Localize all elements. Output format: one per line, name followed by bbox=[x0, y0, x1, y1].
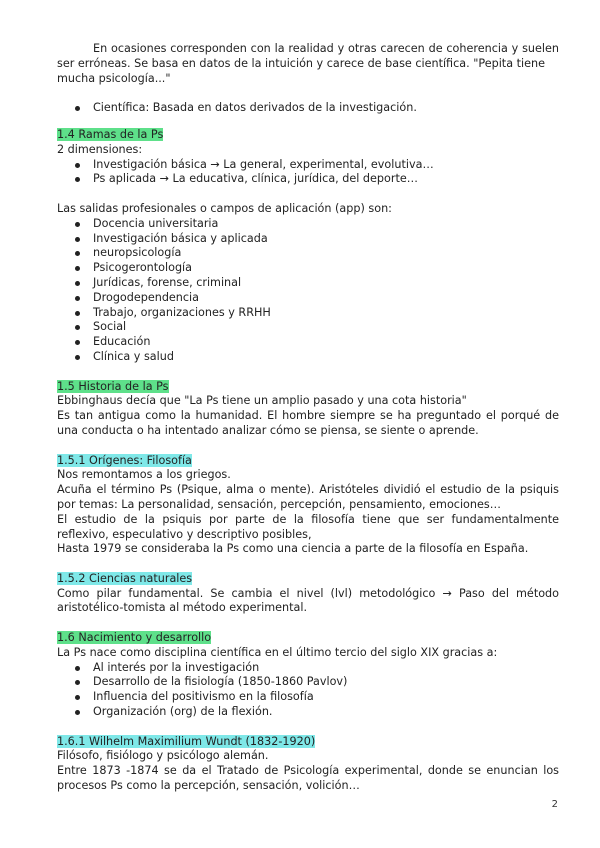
bullet-icon bbox=[75, 251, 80, 256]
bullet-icon bbox=[75, 355, 80, 360]
bullet-icon bbox=[75, 340, 80, 345]
list-item: Desarrollo de la fisiología (1850-1860 Pavlov) bbox=[57, 675, 559, 690]
list-item: Organización (org) de la flexión. bbox=[57, 705, 559, 720]
dimensions-intro: 2 dimensiones: bbox=[57, 142, 143, 156]
bullet-icon bbox=[75, 266, 80, 271]
ciencias-text: Como pilar fundamental. Se cambia el nivel (lvl) metodológico → Paso del método aristotélico-tomista al método experimental. bbox=[57, 586, 559, 615]
list-item: Influencia del positivismo en la filosofía bbox=[57, 690, 559, 705]
list-item: Trabajo, organizaciones y RRHH bbox=[57, 306, 559, 321]
bullet-icon bbox=[75, 106, 80, 111]
bullet-icon bbox=[75, 666, 80, 671]
list-item: Científica: Basada en datos derivados de la investigación. bbox=[57, 101, 559, 116]
intro-continuation: mucha psicología..." bbox=[57, 71, 171, 85]
section-heading-1-5-2: 1.5.2 Ciencias naturales bbox=[57, 571, 193, 585]
bullet-icon bbox=[75, 163, 80, 168]
section-heading-1-6: 1.6 Nacimiento y desarrollo bbox=[57, 631, 212, 645]
section-heading-1-5-1: 1.5.1 Orígenes: Filosofía bbox=[57, 453, 192, 467]
page-number: 2 bbox=[551, 799, 558, 810]
bullet-icon bbox=[75, 281, 80, 286]
list-item: Jurídicas, forense, criminal bbox=[57, 276, 559, 291]
bullet-icon bbox=[75, 325, 80, 330]
list-item: Social bbox=[57, 320, 559, 335]
wundt-line-2: Entre 1873 -1874 se da el Tratado de Psicología experimental, donde se enuncian los procesos Ps como la percepción, sensación, volición… bbox=[57, 764, 559, 793]
origenes-line-3: El estudio de la psiquis por parte de la filosofía tiene que ser fundamentalmente reflexivo, especulativo y descriptivo posibles, bbox=[57, 512, 559, 541]
dimensions-list bbox=[57, 158, 559, 188]
bullet-icon bbox=[75, 695, 80, 700]
document-page bbox=[57, 42, 559, 794]
bullet-icon bbox=[75, 237, 80, 242]
list-item: Clínica y salud bbox=[57, 350, 559, 365]
bullet-icon bbox=[75, 296, 80, 301]
origenes-line-2: Acuña el término Ps (Psique, alma o mente). Aristóteles dividió el estudio de la psiquis por temas: La personalidad, sensación, percepción, pensamiento, emociones… bbox=[57, 483, 559, 511]
salidas-list bbox=[57, 217, 559, 365]
salidas-intro: Las salidas profesionales o campos de aplicación (app) son: bbox=[57, 201, 392, 215]
section-heading-1-4: 1.4 Ramas de la Ps bbox=[57, 127, 164, 141]
historia-line-1: Ebbinghaus decía que "La Ps tiene un amplio pasado y una cota historia" bbox=[57, 394, 467, 408]
list-item: Investigación básica → La general, experimental, evolutiva… bbox=[57, 158, 559, 173]
bullet-icon bbox=[75, 311, 80, 316]
wundt-line-1: Filósofo, fisiólogo y psicólogo alemán. bbox=[57, 749, 269, 763]
list-item: Psicogerontología bbox=[57, 261, 559, 276]
list-item: Al interés por la investigación bbox=[57, 661, 559, 676]
list-item: Drogodependencia bbox=[57, 291, 559, 306]
nacimiento-intro: La Ps nace como disciplina científica en el último tercio del siglo XIX gracias a: bbox=[57, 645, 498, 659]
list-item: Investigación básica y aplicada bbox=[57, 232, 559, 247]
intro-paragraph: En ocasiones corresponden con la realidad y otras carecen de coherencia y suelen ser erróneas. Se basa en datos de la intuición y carece de base científica. "Pepita tiene bbox=[57, 42, 559, 70]
historia-line-2: Es tan antigua como la humanidad. El hombre siempre se ha preguntado el porqué de una conducta o ha intentado analizar cómo se piensa, se siente o aprende. bbox=[57, 409, 559, 437]
nacimiento-list bbox=[57, 661, 559, 720]
bullet-icon bbox=[75, 177, 80, 182]
origenes-line-1: Nos remontamos a los griegos. bbox=[57, 468, 231, 482]
bullet-icon bbox=[75, 222, 80, 227]
list-item: Ps aplicada → La educativa, clínica, jurídica, del deporte… bbox=[57, 172, 559, 187]
section-heading-1-5: 1.5 Historia de la Ps bbox=[57, 379, 169, 393]
bullet-icon bbox=[75, 680, 80, 685]
section-heading-1-6-1: 1.6.1 Wilhelm Maximilium Wundt (1832-1920) bbox=[57, 734, 316, 748]
origenes-line-4: Hasta 1979 se consideraba la Ps como una ciencia a parte de la filosofía en España. bbox=[57, 542, 529, 556]
scientific-list bbox=[57, 101, 559, 116]
bullet-icon bbox=[75, 710, 80, 715]
list-item: Docencia universitaria bbox=[57, 217, 559, 232]
list-item: neuropsicología bbox=[57, 246, 559, 261]
list-item: Educación bbox=[57, 335, 559, 350]
